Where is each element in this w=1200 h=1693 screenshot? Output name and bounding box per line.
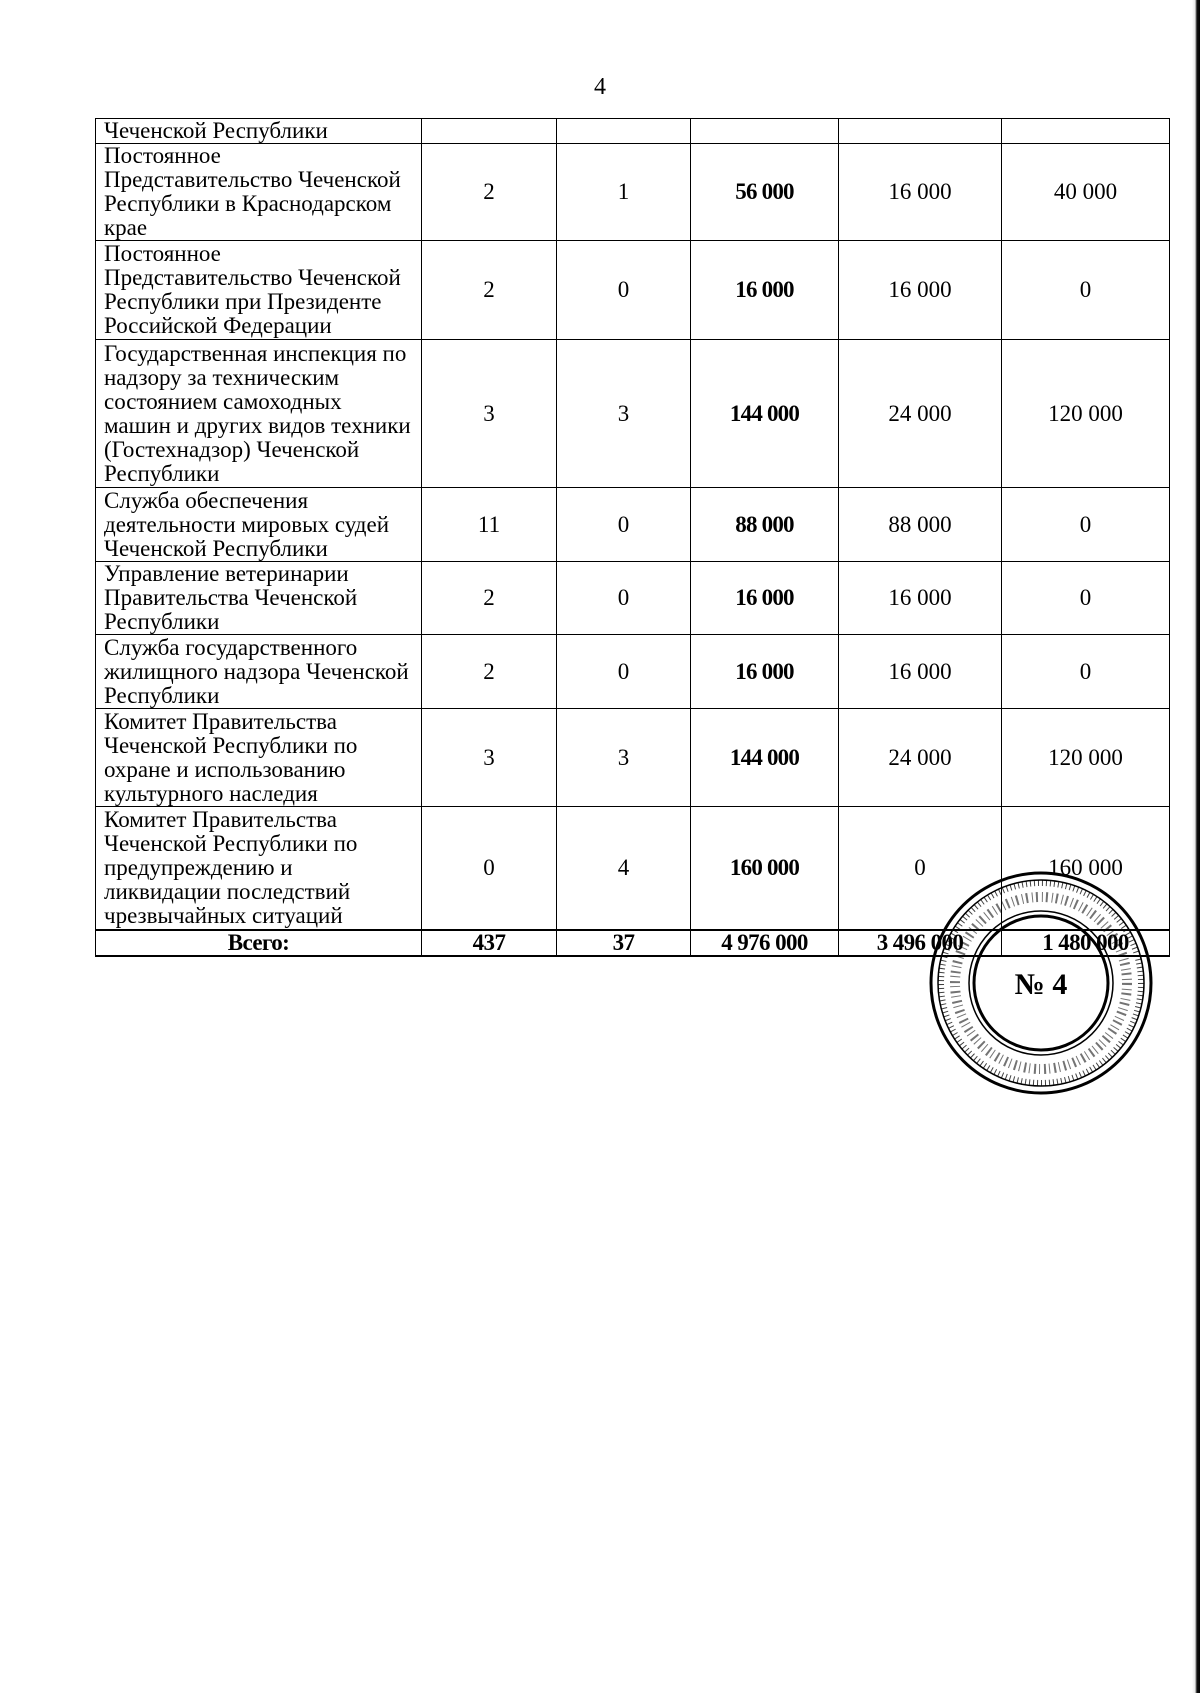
value-cell: 56 000 <box>691 144 839 241</box>
value-cell: 0 <box>557 635 691 709</box>
value-cell: 2 <box>422 562 557 635</box>
total-value: 3 496 000 <box>839 930 1002 956</box>
value-cell: 16 000 <box>839 241 1002 340</box>
org-name-cell: Государственная инспекция по надзору за техническим состоянием самоходных машин и других видов техники (Гостехнадзор) Чеченской Республики <box>96 340 422 488</box>
value-cell: 144 000 <box>691 709 839 807</box>
value-cell: 88 000 <box>691 488 839 562</box>
value-cell: 3 <box>422 709 557 807</box>
value-cell: 16 000 <box>839 144 1002 241</box>
org-name-cell: Комитет Правительства Чеченской Республики по охране и использованию культурного наследия <box>96 709 422 807</box>
value-cell: 16 000 <box>691 635 839 709</box>
value-cell: 0 <box>557 241 691 340</box>
value-cell: 0 <box>1002 635 1170 709</box>
table-row <box>96 488 1170 562</box>
value-cell <box>557 119 691 144</box>
total-label: Всего: <box>96 930 422 956</box>
table-row <box>96 340 1170 488</box>
value-cell: 1 <box>557 144 691 241</box>
value-cell: 16 000 <box>691 562 839 635</box>
page-number: 4 <box>594 74 606 100</box>
total-value: 37 <box>557 930 691 956</box>
value-cell: 3 <box>422 340 557 488</box>
value-cell: 120 000 <box>1002 340 1170 488</box>
value-cell: 160 000 <box>1002 807 1170 930</box>
table-row <box>96 241 1170 340</box>
org-name-cell: Служба государственного жилищного надзора Чеченской Республики <box>96 635 422 709</box>
table-row <box>96 635 1170 709</box>
value-cell <box>839 119 1002 144</box>
value-cell: 3 <box>557 709 691 807</box>
value-cell: 160 000 <box>691 807 839 930</box>
value-cell: 2 <box>422 144 557 241</box>
org-name-cell: Управление ветеринарии Правительства Чеченской Республики <box>96 562 422 635</box>
value-cell: 144 000 <box>691 340 839 488</box>
value-cell: 3 <box>557 340 691 488</box>
table-row <box>96 144 1170 241</box>
value-cell: 16 000 <box>839 562 1002 635</box>
value-cell: 0 <box>839 807 1002 930</box>
value-cell: 120 000 <box>1002 709 1170 807</box>
value-cell: 24 000 <box>839 709 1002 807</box>
total-value: 1 480 000 <box>1002 930 1170 956</box>
allocation-table <box>95 118 1170 957</box>
value-cell: 0 <box>1002 562 1170 635</box>
table-row <box>96 709 1170 807</box>
seal-number: № 4 <box>1014 968 1068 1001</box>
org-name-cell: Постоянное Представительство Чеченской Республики при Президенте Российской Федерации <box>96 241 422 340</box>
value-cell: 40 000 <box>1002 144 1170 241</box>
page-edge-shadow <box>1192 0 1200 1693</box>
value-cell <box>422 119 557 144</box>
value-cell: 11 <box>422 488 557 562</box>
value-cell: 24 000 <box>839 340 1002 488</box>
table-row <box>96 119 1170 144</box>
value-cell: 0 <box>1002 241 1170 340</box>
value-cell: 0 <box>557 562 691 635</box>
value-cell: 2 <box>422 241 557 340</box>
value-cell <box>1002 119 1170 144</box>
value-cell: 16 000 <box>839 635 1002 709</box>
org-name-cell: Чеченской Республики <box>96 119 422 144</box>
value-cell: 0 <box>1002 488 1170 562</box>
table-row <box>96 562 1170 635</box>
total-value: 437 <box>422 930 557 956</box>
total-value: 4 976 000 <box>691 930 839 956</box>
org-name-cell: Постоянное Представительство Чеченской Республики в Краснодарском крае <box>96 144 422 241</box>
value-cell <box>691 119 839 144</box>
value-cell: 0 <box>557 488 691 562</box>
value-cell: 4 <box>557 807 691 930</box>
value-cell: 2 <box>422 635 557 709</box>
official-seal <box>926 868 1156 1098</box>
org-name-cell: Комитет Правительства Чеченской Республики по предупреждению и ликвидации последствий чрезвычайных ситуаций <box>96 807 422 930</box>
org-name-cell: Служба обеспечения деятельности мировых судей Чеченской Республики <box>96 488 422 562</box>
value-cell: 0 <box>422 807 557 930</box>
value-cell: 16 000 <box>691 241 839 340</box>
value-cell: 88 000 <box>839 488 1002 562</box>
